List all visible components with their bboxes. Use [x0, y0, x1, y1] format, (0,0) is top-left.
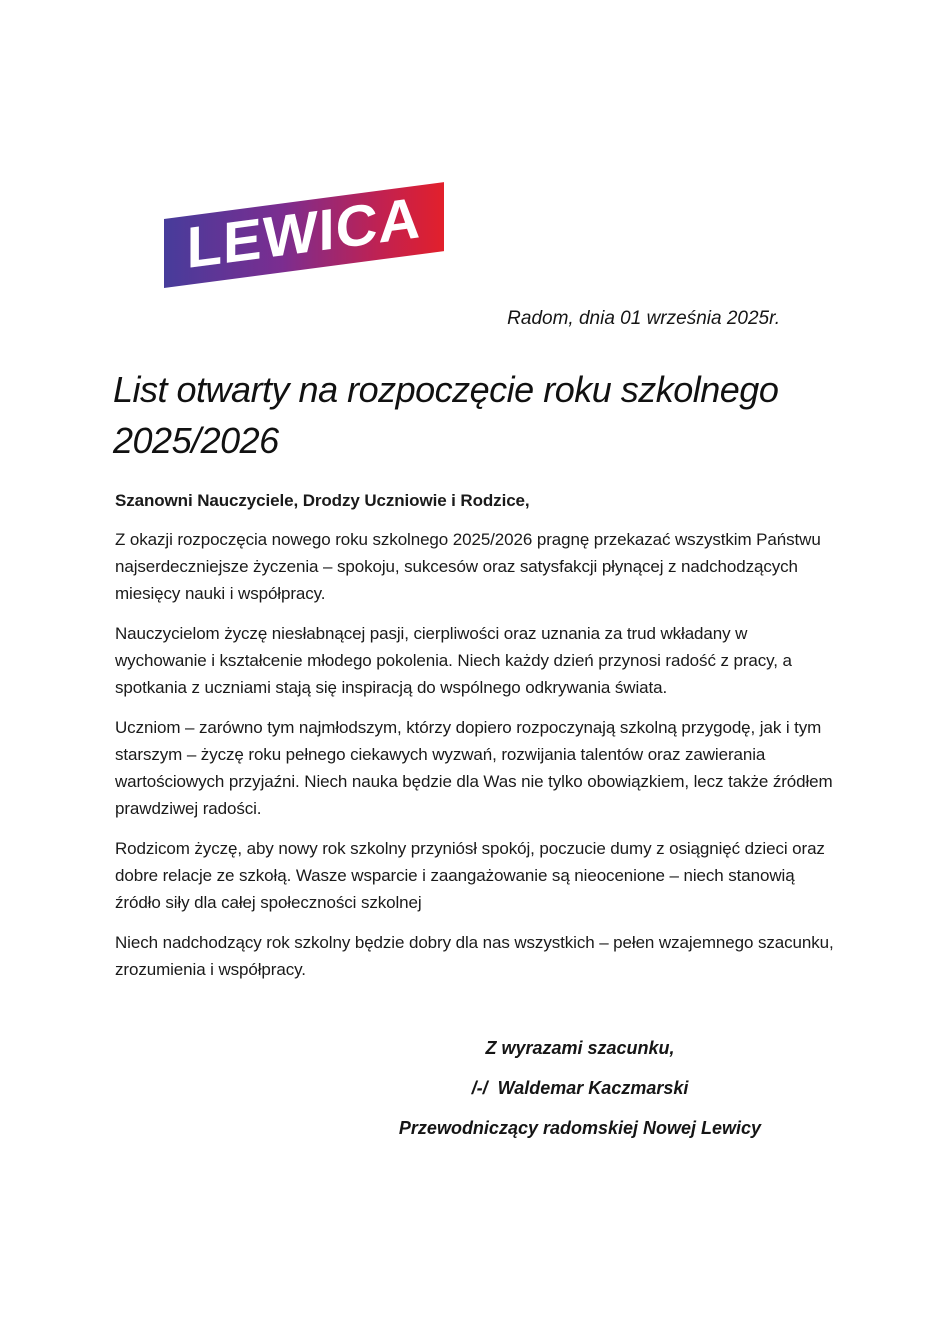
lewica-logo-text: LEWICA — [186, 185, 422, 282]
signature-name: /-/ Waldemar Kaczmarski — [471, 1078, 689, 1098]
letter-body — [115, 487, 842, 996]
paragraph-parents: Rodzicom życzę, aby nowy rok szkolny przyniósł spokój, poczucie dumy z osiągnięć dzieci oraz dobre relacje ze szkołą. Wasze wsparcie i zaangażowanie są nieocenione – niech stanowią źródło siły dla całej społeczności szkolnej — [115, 839, 825, 912]
paragraph-closing-wish: Niech nadchodzący rok szkolny będzie dobry dla nas wszystkich – pełen wzajemnego szacunku, zrozumienia i współpracy. — [115, 933, 834, 979]
paragraph-students: Uczniom – zarówno tym najmłodszym, którzy dopiero rozpoczynają szkolną przygodę, jak i tym starszym – życzę roku pełnego ciekawych wyzwań, rozwijania talentów oraz zawierania wartościowych przyjaźni. Niech nauka będzie dla Was nie tylko obowiązkiem, lecz także źródłem prawdziwej radości. — [115, 718, 833, 818]
paragraph-teachers: Nauczycielom życzę niesłabnącej pasji, cierpliwości oraz uznania za trud wkładany w wychowanie i kształcenie młodego pokolenia. Niech każdy dzień przynosi radość z pracy, a spotkania z uczniami stają się inspiracją do wspólnego odkrywania świata. — [115, 624, 792, 697]
lewica-logo — [164, 182, 444, 288]
signature-closing: Z wyrazami szacunku, — [485, 1038, 675, 1058]
signature-block — [220, 1035, 940, 1155]
signature-role: Przewodniczący radomskiej Nowej Lewicy — [398, 1118, 762, 1138]
date-line: Radom, dnia 01 września 2025r. — [507, 308, 780, 329]
page-title: List otwarty na rozpoczęcie roku szkolnego 2025/2026 — [113, 369, 779, 462]
paragraph-wishes-all: Z okazji rozpoczęcia nowego roku szkolnego 2025/2026 pragnę przekazać wszystkim Państwu najserdeczniejsze życzenia – spokoju, sukcesów oraz satysfakcji płynącej z nadchodzących miesięcy nauki i współpracy. — [115, 530, 821, 603]
salutation: Szanowni Nauczyciele, Drodzy Uczniowie i Rodzice, — [115, 491, 530, 510]
